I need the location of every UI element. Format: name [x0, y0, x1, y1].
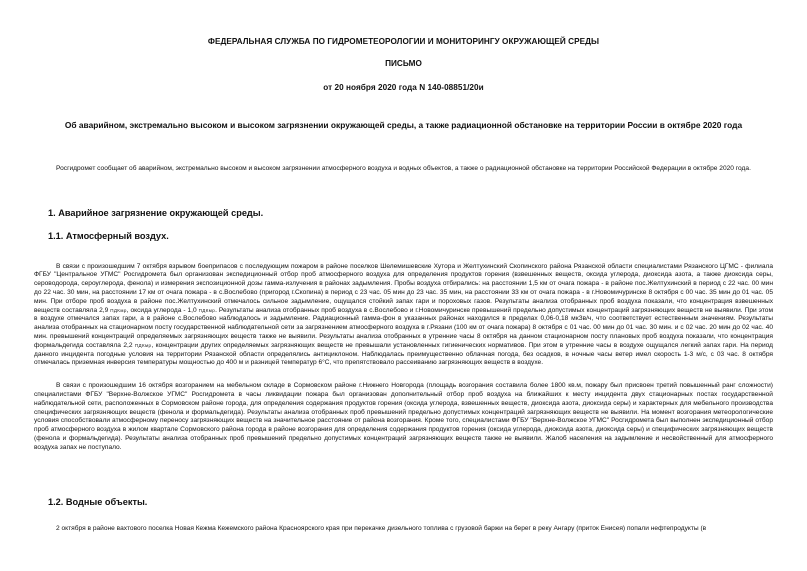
mpc-subscript: ПДКмр: [110, 307, 127, 313]
paragraph-atmosphere-ryazan: [34, 263, 773, 369]
document-date-number: от 20 ноября 2020 года N 140-08851/20и: [323, 83, 484, 92]
mpc-subscript: ПДКмр: [198, 307, 216, 313]
paragraph-text: , оксида углерода - 1,0: [126, 306, 199, 314]
paragraph-atmosphere-nizhny-novgorod: В связи с произошедшим 16 октября возгоранием на мебельном складе в Сормовском районе г.Нижнего Новгорода (площадь возгорания составила более 1800 кв.м, пожару был присвоен третий повышенный ранг сложности) специалистами ФГБУ "Верхне-Волжское УГМС" Росгидромета в часы ликвидации пожара был организован дополнительный отбор проб воздуха на ближайших к месту инцидента двух стационарных постах государственной наблюдательной сети, расположенных в Сормовском районе города, для определения содержания продуктов горения (оксида углерода, взвешенных веществ, диоксида азота, диоксида серы) и характерных для мебельного производства специфических загрязняющих веществ (фенола и формальдегида). Результаты анализа отобранных проб превышений предельно допустимых концентраций загрязняющих веществ не выявили. На момент возгорания метеорологические условия способствовали атмосферному переносу загрязняющих веществ на значительное расстояние от района возгорания. Кроме того, специалистами ФГБУ "Верхне-Волжское УГМС" Росгидромета был выполнен экспедиционный отбор проб атмосферного воздуха в жилом квартале Сормовского района города в районе возгорания для определения содержания продуктов горения (оксида углерода, диоксида азота, диоксида серы) и специфических загрязняющих веществ (фенола и формальдегида). Результаты анализа отобранных проб превышений предельно допустимых концентраций загрязняющих веществ также не выявили. Жалоб населения на задымление и несвойственный для атмосферного воздуха запах не поступало.: [34, 382, 773, 451]
mpc-subscript: ПДКмр: [134, 342, 152, 348]
section-1-2-title: 1.2. Водные объекты.: [48, 496, 148, 507]
organization-heading: ФЕДЕРАЛЬНАЯ СЛУЖБА ПО ГИДРОМЕТЕОРОЛОГИИ И МОНИТОРИНГУ ОКРУЖАЮЩЕЙ СРЕДЫ: [207, 37, 600, 46]
paragraph-text: В связи с произошедшим 7 октября взрывом боеприпасов с последующим пожаром в районе поселков Шелемишевские Хутора и Желтухинский Скопинского района Рязанской области специалистами Рязанского ЦГМС - филиала ФГБУ "Центральное УГМС" Росгидромета был организован экспедиционный отбор проб атмосферного воздуха для определения продуктов горения (взвешенных веществ, оксида углерода, диоксида азота, а также диоксида серы, сероводорода, сероуглерода, фенола) и измерения экспозиционной дозы гамма-излучения в районах задымления. Пробы воздуха отбирались: на расстоянии 1,5 км от очага пожара - в районе пос.Желтухинский в период с 22 час. 00 мин до 22 час. 30 мин, на расстоянии 17 км от очага пожара - в с.Вослебово (пригород г.Скопина) в период с 23 час. 05 мин до 23 час. 35 мин, на расстоянии 33 км от очага пожара - в г.Новомичуринске 8 октября с 00 час. 35 мин до 01 час. 05 мин. При отборе проб воздуха в районе пос.Желтухинский отмечалось сильное задымление, ощущался стойкий запах гари и пороховых газов. Результаты анализа отобранных проб воздуха показали, что концентрация взвешенных веществ составляла 2,9: [34, 262, 773, 314]
document-subject: Об аварийном, экстремально высоком и высоком загрязнении окружающей среды, а также радиационной обстановке на территории России в октябре 2020 года: [64, 120, 743, 130]
intro-paragraph: Росгидромет сообщает об аварийном, экстремально высоком и высоком загрязнении атмосферного воздуха и водных объектов, а также о радиационной обстановке на территории Российской Федерации в октябре 2020 года.: [56, 165, 751, 172]
section-1-1-title: 1.1. Атмосферный воздух.: [48, 230, 169, 241]
paragraph-water-angara: 2 октября в районе вахтового поселка Новая Кежма Кежемского района Красноярского края при перекачке дизельного топлива с грузовой баржи на берег в реку Ангару (приток Енисея) попали нефтепродукты (в: [56, 524, 707, 532]
paragraph-text: . Результаты анализа отобранных проб воздуха в с.Вослебово и г.Новомичуринске превышений предельно допустимых концентраций загрязняющих веществ не выявили. При этом в воздухе отмечался запах гари, а в районе с.Вослебово наблюдалось и задымление. Радиационный гамма-фон в указанных районах находился в пределах 0,06-0,18 мкЗв/ч, что соответствует естественным значениям. Результаты анализа отобранных на стационарном посту государственной наблюдательной сети за загрязнением атмосферного воздуха в г.Рязани (100 км от очага пожара) 8 октября с 01 час. 00 мин до 01 час. 30 мин. и с 02 час. 20 мин до 02 час. 40 мин. превышений концентраций определяемых загрязняющих веществ также не выявили. Результаты анализа отобранных в утренние часы 8 октября на данном стационарном посту плановых проб воздуха показали, что концентрация формальдегида составляла 2,2: [34, 306, 773, 349]
paragraph-text: , концентрации других определяемых загрязняющих веществ не превышали установленных гигиенических нормативов. При этом в утренние часы в воздухе ощущался легкий запах гари. На период данного инцидента погодные условия на территории Рязанской области определялись антициклоном. Наблюдалась преимущественно облачная погода, без осадков, в ночные часы ветер имел скорость 1-3 м/с, с 03 час. 8 октября отмечалась приземная инверсия температуры мощностью до 400 м и разницей температур 6°С, что препятствовало рассеиванию загрязняющих веществ в воздухе.: [34, 341, 773, 367]
section-1-title: 1. Аварийное загрязнение окружающей среды.: [48, 207, 264, 218]
document-type: ПИСЬМО: [385, 59, 422, 68]
